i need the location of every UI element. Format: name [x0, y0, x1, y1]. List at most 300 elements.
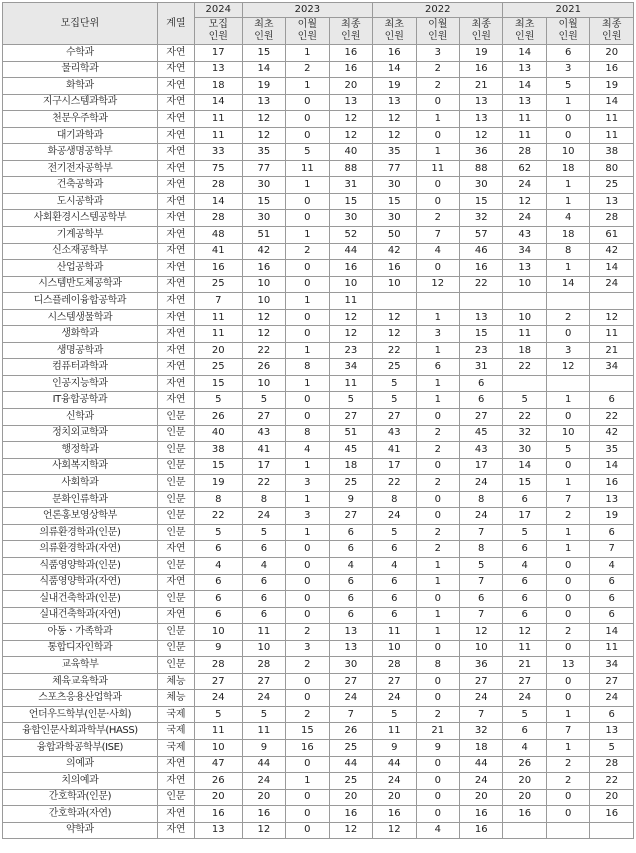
cell-2022-final: 16	[460, 260, 503, 277]
cell-2022-first: 9	[373, 739, 416, 756]
cell-2021-transfer: 0	[546, 574, 589, 591]
cell-2023-transfer: 0	[286, 822, 329, 839]
cell-2022-transfer: 0	[416, 127, 459, 144]
cell-2021-first: 14	[503, 458, 546, 475]
cell-2023-transfer: 0	[286, 193, 329, 210]
cell-2021-final: 13	[590, 193, 634, 210]
cell-2023-first: 26	[242, 359, 285, 376]
cell-2024-quota: 75	[194, 160, 242, 177]
cell-2022-final: 57	[460, 227, 503, 244]
cell-2021-first: 32	[503, 425, 546, 442]
cell-2022-first: 25	[373, 359, 416, 376]
cell-unit: 디스플레이융합공학과	[3, 293, 158, 310]
cell-2022-transfer: 1	[416, 607, 459, 624]
cell-2023-first: 22	[242, 475, 285, 492]
cell-2022-first: 11	[373, 723, 416, 740]
cell-category: 인문	[157, 657, 194, 674]
cell-2022-first: 27	[373, 673, 416, 690]
cell-2022-final: 20	[460, 789, 503, 806]
table-row	[3, 210, 634, 227]
cell-2024-quota: 4	[194, 557, 242, 574]
cell-2021-final: 5	[590, 739, 634, 756]
cell-2023-first: 22	[242, 342, 285, 359]
cell-2022-transfer: 0	[416, 458, 459, 475]
cell-2021-final: 6	[590, 591, 634, 608]
cell-2024-quota: 11	[194, 326, 242, 343]
cell-2023-final: 20	[329, 78, 372, 95]
cell-unit: 약학과	[3, 822, 158, 839]
table-row	[3, 806, 634, 823]
cell-2023-first: 15	[242, 193, 285, 210]
cell-category: 자연	[157, 193, 194, 210]
cell-unit: 도시공학과	[3, 193, 158, 210]
cell-2022-transfer: 6	[416, 359, 459, 376]
cell-2023-first: 28	[242, 657, 285, 674]
header-2023-final: 최종 인원	[329, 18, 372, 45]
cell-2021-transfer: 0	[546, 591, 589, 608]
cell-2022-final: 27	[460, 409, 503, 426]
table-row	[3, 475, 634, 492]
cell-2023-transfer: 1	[286, 524, 329, 541]
cell-2021-transfer: 0	[546, 789, 589, 806]
cell-category: 자연	[157, 359, 194, 376]
cell-2023-first: 4	[242, 557, 285, 574]
table-row	[3, 375, 634, 392]
cell-2024-quota: 27	[194, 673, 242, 690]
cell-2022-transfer: 0	[416, 806, 459, 823]
cell-2021-first: 4	[503, 557, 546, 574]
cell-2023-first: 35	[242, 144, 285, 161]
cell-unit: 식품영양학과(자연)	[3, 574, 158, 591]
cell-2022-transfer: 4	[416, 243, 459, 260]
cell-2022-transfer: 0	[416, 94, 459, 111]
cell-2023-first: 24	[242, 773, 285, 790]
cell-2023-transfer: 2	[286, 61, 329, 78]
cell-unit: 시스템생물학과	[3, 309, 158, 326]
cell-2023-first: 5	[242, 706, 285, 723]
table-row	[3, 342, 634, 359]
cell-2022-final: 16	[460, 822, 503, 839]
cell-2021-first	[503, 293, 546, 310]
cell-unit: 간호학과(자연)	[3, 806, 158, 823]
cell-2022-final: 31	[460, 359, 503, 376]
cell-2022-first: 30	[373, 210, 416, 227]
cell-2024-quota: 13	[194, 61, 242, 78]
cell-2022-first: 41	[373, 442, 416, 459]
cell-2023-first: 8	[242, 491, 285, 508]
cell-2023-final: 6	[329, 607, 372, 624]
cell-2021-transfer: 1	[546, 193, 589, 210]
cell-category: 자연	[157, 111, 194, 128]
cell-2021-first: 26	[503, 756, 546, 773]
cell-2023-first: 19	[242, 78, 285, 95]
cell-2023-transfer: 5	[286, 144, 329, 161]
cell-2023-first: 5	[242, 524, 285, 541]
cell-2021-final: 28	[590, 210, 634, 227]
cell-2021-transfer: 2	[546, 309, 589, 326]
cell-2022-final: 6	[460, 591, 503, 608]
cell-2023-first: 6	[242, 591, 285, 608]
cell-unit: 신소재공학부	[3, 243, 158, 260]
cell-2021-transfer: 1	[546, 541, 589, 558]
header-year-2024: 2024	[194, 3, 242, 18]
cell-2022-transfer: 4	[416, 822, 459, 839]
cell-unit: 사회환경시스템공학부	[3, 210, 158, 227]
cell-2021-final: 20	[590, 45, 634, 62]
cell-2021-first: 34	[503, 243, 546, 260]
cell-2023-first: 6	[242, 574, 285, 591]
cell-unit: 언더우드학부(인문·사회)	[3, 706, 158, 723]
cell-2022-final: 7	[460, 524, 503, 541]
table-row	[3, 673, 634, 690]
cell-2024-quota: 26	[194, 773, 242, 790]
cell-2023-final: 25	[329, 475, 372, 492]
cell-2021-transfer: 1	[546, 739, 589, 756]
cell-2021-final: 34	[590, 359, 634, 376]
cell-2022-final: 30	[460, 177, 503, 194]
cell-2022-first: 5	[373, 706, 416, 723]
cell-2022-first: 6	[373, 574, 416, 591]
table-row	[3, 276, 634, 293]
cell-2024-quota: 8	[194, 491, 242, 508]
cell-2023-transfer: 0	[286, 326, 329, 343]
cell-2022-first: 16	[373, 45, 416, 62]
cell-2022-final: 7	[460, 574, 503, 591]
cell-2023-first: 16	[242, 260, 285, 277]
table-row	[3, 706, 634, 723]
cell-2022-final	[460, 293, 503, 310]
cell-2022-first: 24	[373, 773, 416, 790]
cell-2022-final: 27	[460, 673, 503, 690]
cell-2022-transfer: 2	[416, 425, 459, 442]
cell-2022-transfer: 0	[416, 640, 459, 657]
cell-unit: 의류환경학과(자연)	[3, 541, 158, 558]
cell-2024-quota: 25	[194, 359, 242, 376]
cell-2021-transfer: 0	[546, 806, 589, 823]
cell-2023-transfer: 1	[286, 458, 329, 475]
cell-2021-first: 5	[503, 524, 546, 541]
cell-category: 자연	[157, 773, 194, 790]
cell-2022-transfer: 21	[416, 723, 459, 740]
cell-2024-quota: 24	[194, 690, 242, 707]
cell-2023-first: 77	[242, 160, 285, 177]
cell-category: 자연	[157, 276, 194, 293]
table-row	[3, 293, 634, 310]
cell-2021-transfer: 2	[546, 508, 589, 525]
cell-2022-first: 43	[373, 425, 416, 442]
cell-2022-final: 7	[460, 706, 503, 723]
cell-2022-first: 28	[373, 657, 416, 674]
table-row	[3, 160, 634, 177]
cell-2021-transfer: 1	[546, 524, 589, 541]
cell-2021-first: 15	[503, 475, 546, 492]
cell-2022-final: 17	[460, 458, 503, 475]
cell-2021-transfer: 7	[546, 723, 589, 740]
cell-2021-final: 20	[590, 789, 634, 806]
table-row	[3, 111, 634, 128]
cell-category: 자연	[157, 243, 194, 260]
cell-2023-final: 16	[329, 45, 372, 62]
cell-2023-transfer: 0	[286, 690, 329, 707]
cell-2023-final: 23	[329, 342, 372, 359]
cell-category: 체능	[157, 673, 194, 690]
cell-2022-final: 13	[460, 94, 503, 111]
cell-2022-first: 13	[373, 94, 416, 111]
table-row	[3, 78, 634, 95]
cell-2022-first: 35	[373, 144, 416, 161]
cell-2022-transfer: 1	[416, 111, 459, 128]
cell-category: 인문	[157, 458, 194, 475]
cell-2023-final: 51	[329, 425, 372, 442]
cell-unit: 물리학과	[3, 61, 158, 78]
cell-2022-transfer: 1	[416, 574, 459, 591]
cell-2023-transfer: 1	[286, 342, 329, 359]
cell-2023-transfer: 2	[286, 706, 329, 723]
cell-2021-final: 11	[590, 326, 634, 343]
cell-category: 자연	[157, 227, 194, 244]
cell-2022-transfer: 2	[416, 706, 459, 723]
cell-2023-transfer: 1	[286, 375, 329, 392]
header-2022-transfer: 이월 인원	[416, 18, 459, 45]
cell-2021-transfer: 0	[546, 458, 589, 475]
cell-2023-transfer: 1	[286, 45, 329, 62]
table-row	[3, 94, 634, 111]
cell-2022-final: 5	[460, 557, 503, 574]
header-2021-first: 최초 인원	[503, 18, 546, 45]
cell-2024-quota: 22	[194, 508, 242, 525]
cell-2024-quota: 47	[194, 756, 242, 773]
cell-2023-first: 11	[242, 624, 285, 641]
cell-2023-first: 41	[242, 442, 285, 459]
cell-2021-final: 27	[590, 673, 634, 690]
cell-2021-first: 43	[503, 227, 546, 244]
table-row	[3, 541, 634, 558]
cell-unit: 컴퓨터과학과	[3, 359, 158, 376]
header-year-2022: 2022	[373, 3, 503, 18]
cell-category: 자연	[157, 78, 194, 95]
cell-unit: 인공지능학과	[3, 375, 158, 392]
cell-unit: 생명공학과	[3, 342, 158, 359]
cell-2022-final: 43	[460, 442, 503, 459]
cell-2022-transfer: 1	[416, 392, 459, 409]
cell-category: 인문	[157, 425, 194, 442]
cell-2022-final: 8	[460, 541, 503, 558]
cell-2024-quota: 5	[194, 524, 242, 541]
cell-unit: 언론홍보영상학부	[3, 508, 158, 525]
cell-2023-final: 10	[329, 276, 372, 293]
cell-2023-first: 43	[242, 425, 285, 442]
cell-2021-first: 22	[503, 359, 546, 376]
cell-2022-first: 20	[373, 789, 416, 806]
cell-2023-transfer: 3	[286, 640, 329, 657]
cell-2023-transfer: 15	[286, 723, 329, 740]
cell-2023-transfer: 2	[286, 243, 329, 260]
table-body	[3, 45, 634, 839]
cell-unit: 실내건축학과(자연)	[3, 607, 158, 624]
cell-2022-final: 15	[460, 193, 503, 210]
cell-2021-final: 11	[590, 111, 634, 128]
cell-2023-first: 24	[242, 508, 285, 525]
cell-2021-transfer: 0	[546, 690, 589, 707]
cell-2023-transfer: 0	[286, 309, 329, 326]
cell-2023-transfer: 1	[286, 491, 329, 508]
cell-2022-first: 24	[373, 508, 416, 525]
cell-2022-final: 22	[460, 276, 503, 293]
cell-2021-final: 11	[590, 640, 634, 657]
admission-table	[2, 2, 634, 839]
cell-2023-first: 6	[242, 541, 285, 558]
cell-2021-final: 7	[590, 541, 634, 558]
cell-2023-final: 4	[329, 557, 372, 574]
cell-2022-first: 16	[373, 260, 416, 277]
cell-unit: 생화학과	[3, 326, 158, 343]
cell-2023-final: 25	[329, 739, 372, 756]
cell-2023-final: 30	[329, 657, 372, 674]
table-row	[3, 260, 634, 277]
cell-2021-first: 28	[503, 144, 546, 161]
cell-2021-transfer	[546, 822, 589, 839]
cell-2021-final: 19	[590, 78, 634, 95]
cell-category: 자연	[157, 94, 194, 111]
cell-unit: 건축공학과	[3, 177, 158, 194]
cell-2023-final: 88	[329, 160, 372, 177]
cell-2023-final: 6	[329, 574, 372, 591]
cell-2024-quota: 20	[194, 342, 242, 359]
cell-2022-transfer: 8	[416, 657, 459, 674]
cell-2021-final: 42	[590, 243, 634, 260]
cell-2022-transfer: 1	[416, 309, 459, 326]
table-row	[3, 607, 634, 624]
cell-2022-first: 17	[373, 458, 416, 475]
cell-2022-first: 12	[373, 309, 416, 326]
table-row	[3, 822, 634, 839]
cell-2021-first: 11	[503, 326, 546, 343]
cell-2022-transfer: 1	[416, 557, 459, 574]
cell-2022-transfer: 0	[416, 673, 459, 690]
cell-2023-first: 30	[242, 177, 285, 194]
cell-2022-first: 10	[373, 276, 416, 293]
table-row	[3, 773, 634, 790]
cell-2023-transfer: 0	[286, 557, 329, 574]
cell-2023-transfer: 2	[286, 657, 329, 674]
cell-2021-final: 42	[590, 425, 634, 442]
cell-2022-first: 4	[373, 557, 416, 574]
cell-2023-final: 18	[329, 458, 372, 475]
cell-2021-first: 6	[503, 541, 546, 558]
cell-2021-final: 25	[590, 177, 634, 194]
cell-2024-quota: 5	[194, 392, 242, 409]
cell-2021-transfer: 14	[546, 276, 589, 293]
cell-category: 자연	[157, 177, 194, 194]
table-row	[3, 177, 634, 194]
cell-2022-final: 24	[460, 508, 503, 525]
cell-2024-quota: 11	[194, 127, 242, 144]
cell-2021-first: 17	[503, 508, 546, 525]
cell-2023-first: 16	[242, 806, 285, 823]
cell-2022-first: 14	[373, 61, 416, 78]
table-row	[3, 690, 634, 707]
cell-2023-transfer: 0	[286, 127, 329, 144]
table-row	[3, 557, 634, 574]
cell-2022-final: 15	[460, 326, 503, 343]
cell-2022-first: 5	[373, 392, 416, 409]
cell-2023-final: 13	[329, 640, 372, 657]
table-row	[3, 227, 634, 244]
header-2021-final: 최종 인원	[590, 18, 634, 45]
cell-2021-first: 14	[503, 78, 546, 95]
cell-2021-first: 20	[503, 773, 546, 790]
cell-2023-transfer: 2	[286, 624, 329, 641]
cell-2022-transfer: 0	[416, 789, 459, 806]
cell-category: 자연	[157, 607, 194, 624]
cell-2024-quota: 7	[194, 293, 242, 310]
header-2022-first: 최초 인원	[373, 18, 416, 45]
cell-category: 자연	[157, 260, 194, 277]
cell-2021-final: 6	[590, 706, 634, 723]
cell-2022-transfer: 3	[416, 45, 459, 62]
cell-2024-quota: 25	[194, 276, 242, 293]
table-row	[3, 442, 634, 459]
cell-2021-transfer: 1	[546, 260, 589, 277]
cell-2022-final: 18	[460, 739, 503, 756]
cell-category: 국제	[157, 706, 194, 723]
cell-unit: 수학과	[3, 45, 158, 62]
cell-2023-final: 7	[329, 706, 372, 723]
cell-2024-quota: 28	[194, 177, 242, 194]
cell-2022-final: 7	[460, 607, 503, 624]
cell-2022-first: 27	[373, 409, 416, 426]
cell-2021-transfer: 1	[546, 475, 589, 492]
cell-2021-first: 6	[503, 591, 546, 608]
header-2023-transfer: 이월 인원	[286, 18, 329, 45]
cell-2023-final: 12	[329, 127, 372, 144]
cell-2021-first: 24	[503, 690, 546, 707]
cell-2022-first: 8	[373, 491, 416, 508]
cell-2021-first: 16	[503, 806, 546, 823]
cell-2022-transfer: 1	[416, 144, 459, 161]
cell-2023-final: 11	[329, 293, 372, 310]
table-row	[3, 392, 634, 409]
cell-2023-final: 26	[329, 723, 372, 740]
cell-unit: 천문우주학과	[3, 111, 158, 128]
cell-2023-transfer: 0	[286, 260, 329, 277]
cell-2023-final: 13	[329, 624, 372, 641]
cell-2024-quota: 10	[194, 739, 242, 756]
cell-2021-first	[503, 822, 546, 839]
cell-unit: 융합과학공학부(ISE)	[3, 739, 158, 756]
cell-2022-first: 12	[373, 326, 416, 343]
cell-2021-transfer	[546, 293, 589, 310]
cell-2021-final: 14	[590, 624, 634, 641]
cell-category: 자연	[157, 326, 194, 343]
table-row	[3, 491, 634, 508]
cell-2023-final: 12	[329, 309, 372, 326]
cell-2021-final: 28	[590, 756, 634, 773]
table-row	[3, 789, 634, 806]
cell-unit: 식품영양학과(인문)	[3, 557, 158, 574]
cell-2021-final: 6	[590, 524, 634, 541]
cell-2022-final: 24	[460, 475, 503, 492]
cell-2021-transfer: 10	[546, 144, 589, 161]
cell-2022-transfer: 0	[416, 260, 459, 277]
cell-unit: 지구시스템과학과	[3, 94, 158, 111]
cell-2022-transfer: 0	[416, 409, 459, 426]
cell-category: 자연	[157, 45, 194, 62]
cell-2022-final: 21	[460, 78, 503, 95]
cell-2022-transfer: 0	[416, 491, 459, 508]
cell-2021-transfer: 18	[546, 227, 589, 244]
cell-category: 자연	[157, 160, 194, 177]
